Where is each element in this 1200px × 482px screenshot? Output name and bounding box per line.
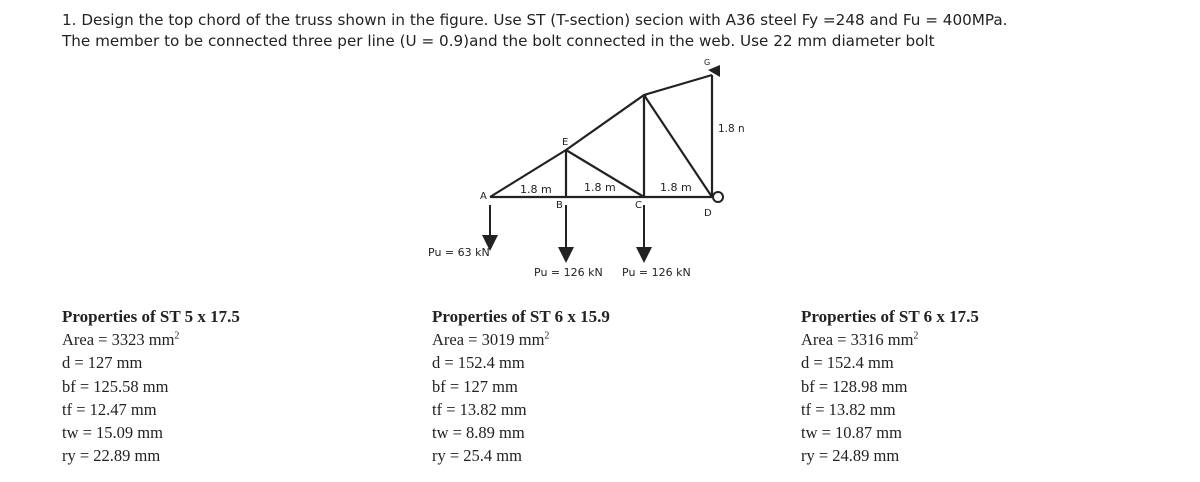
area-row bbox=[432, 328, 610, 351]
problem-line-1: 1. Design the top chord of the truss shown in the figure. Use ST (T-section) secion with A36 steel Fy =248 and Fu = 400MPa. bbox=[62, 11, 1008, 29]
span-label-cd: 1.8 m bbox=[660, 181, 692, 194]
area-row bbox=[62, 328, 240, 351]
web-thickness-row: tw = 10.87 mm bbox=[801, 423, 902, 443]
top-chord bbox=[490, 75, 712, 197]
properties-title: Properties of ST 6 x 17.5 bbox=[801, 307, 979, 326]
roller-support-icon bbox=[713, 192, 723, 202]
node-label-f: F bbox=[642, 95, 648, 105]
flange-thickness-row: tf = 13.82 mm bbox=[432, 399, 527, 419]
node-label-b: B bbox=[556, 200, 563, 211]
load-label-3: Pu = 126 kN bbox=[622, 266, 691, 279]
flange-width-row: bf = 128.98 mm bbox=[801, 376, 908, 396]
depth-row: d = 152.4 mm bbox=[801, 353, 894, 373]
truss-figure bbox=[420, 55, 780, 295]
height-label: 1.8 n bbox=[718, 123, 745, 135]
properties-st5x17-5 bbox=[62, 305, 240, 467]
node-label-a: A bbox=[480, 191, 487, 202]
depth-row: d = 127 mm bbox=[62, 353, 143, 373]
area-exponent: 2 bbox=[544, 330, 550, 342]
properties-st6x15-9 bbox=[432, 305, 610, 467]
area-value: Area = 3323 mm bbox=[62, 330, 175, 350]
span-label-bc: 1.8 m bbox=[584, 181, 616, 194]
area-exponent: 2 bbox=[913, 330, 919, 342]
radius-gyration-row: ry = 24.89 mm bbox=[801, 446, 900, 466]
node-label-g: G bbox=[704, 58, 711, 67]
problem-statement bbox=[62, 10, 1182, 52]
truss-members bbox=[490, 75, 712, 197]
flange-thickness-row: tf = 12.47 mm bbox=[62, 399, 157, 419]
properties-title: Properties of ST 6 x 15.9 bbox=[432, 307, 610, 326]
flange-width-row: bf = 127 mm bbox=[432, 376, 518, 396]
web-thickness-row: tw = 8.89 mm bbox=[432, 423, 525, 443]
span-label-ab: 1.8 m bbox=[520, 183, 552, 196]
flange-thickness-row: tf = 13.82 mm bbox=[801, 399, 896, 419]
node-label-e: E bbox=[562, 137, 569, 148]
load-label-2: Pu = 126 kN bbox=[534, 266, 603, 279]
area-row bbox=[801, 328, 979, 351]
problem-line-2: The member to be connected three per line (U = 0.9)and the bolt connected in the web. Use 22 mm diameter bolt bbox=[62, 32, 935, 50]
node-label-d: D bbox=[704, 208, 712, 219]
web-thickness-row: tw = 15.09 mm bbox=[62, 423, 163, 443]
depth-row: d = 152.4 mm bbox=[432, 353, 525, 373]
area-value: Area = 3316 mm bbox=[801, 330, 914, 350]
properties-st6x17-5 bbox=[801, 305, 979, 467]
radius-gyration-row: ry = 22.89 mm bbox=[62, 446, 161, 466]
node-label-c: C bbox=[635, 200, 642, 211]
radius-gyration-row: ry = 25.4 mm bbox=[432, 446, 522, 466]
properties-title: Properties of ST 5 x 17.5 bbox=[62, 307, 240, 326]
area-exponent: 2 bbox=[174, 330, 180, 342]
flange-width-row: bf = 125.58 mm bbox=[62, 376, 169, 396]
load-label-1: Pu = 63 kN bbox=[428, 246, 490, 259]
area-value: Area = 3019 mm bbox=[432, 330, 545, 350]
